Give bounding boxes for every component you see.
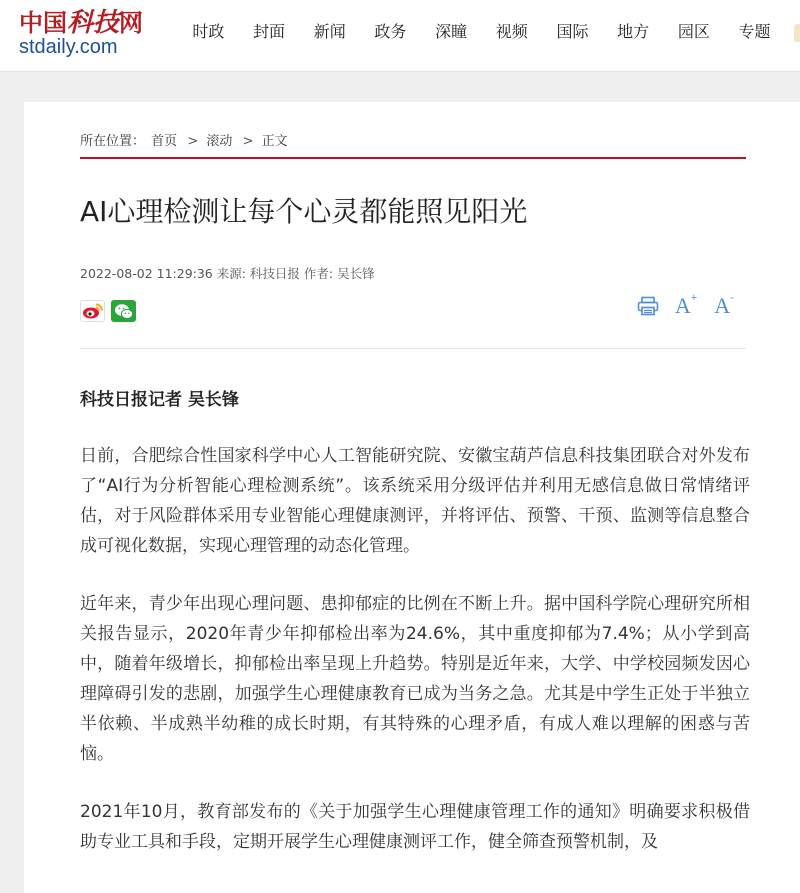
font-increase-mark: + [690,292,698,304]
font-decrease-button[interactable] [712,294,736,318]
font-decrease-label: A [714,293,731,318]
logo-chinese-part-c: 网 [119,8,144,37]
article-title: AI心理检测让每个心灵都能照见阳光 [80,195,528,228]
font-increase-label: A [674,293,691,318]
wechat-icon [114,303,134,320]
site-header [0,0,800,72]
article-paragraph: 近年来，青少年出现心理问题、患抑郁症的比例在不断上升。据中国科学院心理研究所相关报告显示，2020年青少年抑郁检出率为24.6%，其中重度抑郁为7.4%；从小学到高中，随着年级增长，抑郁检出率呈现上升趋势。特别是近年来，大学、中学校园频发因心理障碍引发的悲剧，加强学生心理健康教育已成为当务之急。尤其是中学生正处于半独立半依赖、半成熟半幼稚的成长时期，有其特殊的心理矛盾，有成人难以理解的困惑与苦恼。 [80,594,750,764]
nav-item-difang[interactable]: 地方 [617,22,650,41]
nav-item-shipin[interactable]: 视频 [495,22,528,41]
logo-domain: stdaily.com [19,36,118,58]
breadcrumb-prefix: 所在位置： [80,134,146,149]
logo-chinese-part-a: 中国 [19,8,67,37]
nav-item-yuanqu[interactable]: 园区 [677,22,710,41]
breadcrumb-current: 正文 [261,134,288,149]
nav-overflow-edge [794,24,800,42]
site-logo[interactable] [19,9,144,59]
article-paragraph: 日前，合肥综合性国家科学中心人工智能研究院、安徽宝葫芦信息科技集团联合对外发布了“AI行为分析智能心理检测系统”。该系统采用分级评估并利用无感信息做日常情绪评估，对于风险群体采用专业智能心理健康测评，并将评估、预警、干预、监测等信息整合成可视化数据，实现心理管理的动态化管理。 [80,446,750,556]
nav-item-xinwen[interactable]: 新闻 [313,22,346,41]
breadcrumb-scroll[interactable]: 滚动 [206,134,233,149]
nav-item-guoji[interactable]: 国际 [556,22,589,41]
breadcrumb [80,133,290,151]
weibo-share-button[interactable] [80,300,105,322]
breadcrumb-home[interactable]: 首页 [151,134,178,149]
nav-item-shizheng[interactable]: 时政 [192,22,225,41]
share-bar [80,300,136,322]
weibo-icon [82,302,104,320]
title-rule [80,157,746,159]
print-button[interactable] [636,294,660,318]
article-meta: 2022-08-02 11:29:36 来源: 科技日报 作者: 吴长锋 [80,266,375,281]
main-nav [178,20,785,44]
printer-icon [637,296,659,316]
logo-chinese [19,9,143,37]
article-body [80,441,750,885]
breadcrumb-separator: > [187,134,199,149]
nav-item-shentong[interactable]: 深瞳 [435,22,468,41]
article-reporter: 科技日报记者 吴长锋 [80,390,239,410]
font-increase-button[interactable] [674,294,698,318]
breadcrumb-separator: > [242,134,254,149]
nav-item-fengmian[interactable]: 封面 [253,22,286,41]
nav-item-zhuanti[interactable]: 专题 [738,22,771,41]
wechat-share-button[interactable] [111,300,136,322]
meta-divider [80,348,746,349]
nav-item-zhengwu[interactable]: 政务 [374,22,407,41]
font-decrease-mark: - [730,292,734,304]
logo-chinese-part-b: 科技 [67,8,120,38]
article-paragraph: 2021年10月，教育部发布的《关于加强学生心理健康管理工作的通知》明确要求积极借助专业工具和手段，定期开展学生心理健康测评工作，健全筛查预警机制，及 [80,802,750,852]
article-tools [636,294,736,318]
